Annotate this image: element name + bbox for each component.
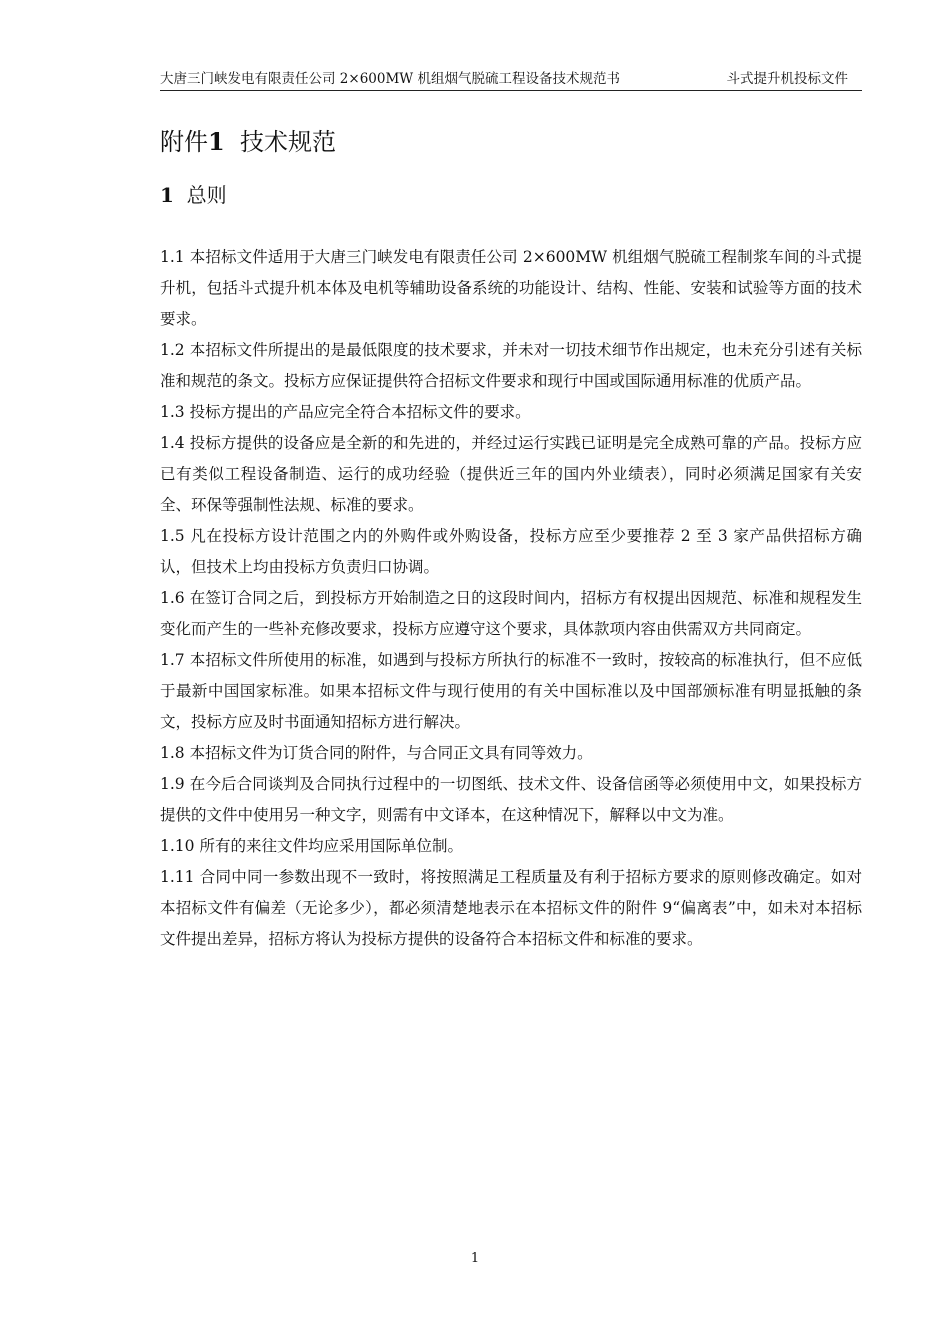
clause-1-4: 1.4 投标方提供的设备应是全新的和先进的，并经过运行实践已证明是完全成熟可靠的产品。投标方应已有类似工程设备制造、运行的成功经验（提供近三年的国内外业绩表），同时必须满足国家有关安全、环保等强制性法规、标准的要求。 — [160, 434, 862, 514]
header-document-name: 大唐三门峡发电有限责任公司 2×600MW 机组烟气脱硫工程设备技术规范书 — [160, 71, 620, 87]
clause-1-3: 1.3 投标方提出的产品应完全符合本招标文件的要求。 — [160, 403, 531, 421]
page-header — [160, 68, 862, 91]
section-heading — [160, 180, 227, 210]
page-number: 1 — [470, 1251, 480, 1266]
clause-1-2: 1.2 本招标文件所提出的是最低限度的技术要求，并未对一切技术细节作出规定，也未充分引述有关标准和规范的条文。投标方应保证提供符合招标文件要求和现行中国或国际通用标准的优质产品。 — [160, 341, 862, 390]
clause-1-6: 1.6 在签订合同之后，到投标方开始制造之日的这段时间内，招标方有权提出因规范、标准和规程发生变化而产生的一些补充修改要求，投标方应遵守这个要求，具体款项内容由供需双方共同商定。 — [160, 589, 862, 638]
clause-1-5: 1.5 凡在投标方设计范围之内的外购件或外购设备，投标方应至少要推荐 2 至 3 家产品供招标方确认，但技术上均由投标方负责归口协调。 — [160, 527, 862, 576]
clause-1-8: 1.8 本招标文件为订货合同的附件，与合同正文具有同等效力。 — [160, 744, 593, 762]
section-number: 1 — [160, 183, 174, 207]
clause-1-10: 1.10 所有的来往文件均应采用国际单位制。 — [160, 837, 463, 855]
appendix-title-prefix: 附件 — [160, 128, 208, 156]
clause-1-1: 1.1 本招标文件适用于大唐三门峡发电有限责任公司 2×600MW 机组烟气脱硫工程制浆车间的斗式提升机，包括斗式提升机本体及电机等辅助设备系统的功能设计、结构、性能、安装和试验等方面的技术要求。 — [160, 248, 862, 328]
clause-1-11: 1.11 合同中同一参数出现不一致时，将按照满足工程质量及有利于招标方要求的原则修改确定。如对本招标文件有偏差（无论多少），都必须清楚地表示在本招标文件的附件 9“偏离表”中，如未对本招标文件提出差异，招标方将认为投标方提供的设备符合本招标文件和标准的要求。 — [160, 868, 862, 948]
document-body — [160, 242, 862, 955]
clause-1-9: 1.9 在今后合同谈判及合同执行过程中的一切图纸、技术文件、设备信函等必须使用中文，如果投标方提供的文件中使用另一种文字，则需有中文译本，在这种情况下，解释以中文为准。 — [160, 775, 862, 824]
appendix-title-number: 1 — [208, 127, 225, 156]
header-document-type: 斗式提升机投标文件 — [726, 71, 848, 87]
appendix-title — [160, 124, 336, 160]
clause-1-7: 1.7 本招标文件所使用的标准，如遇到与投标方所执行的标准不一致时，按较高的标准执行，但不应低于最新中国国家标准。如果本招标文件与现行使用的有关中国标准以及中国部颁标准有明显抵触的条文，投标方应及时书面通知招标方进行解决。 — [160, 651, 862, 731]
appendix-title-text: 技术规范 — [239, 128, 336, 156]
section-title: 总则 — [186, 183, 227, 207]
